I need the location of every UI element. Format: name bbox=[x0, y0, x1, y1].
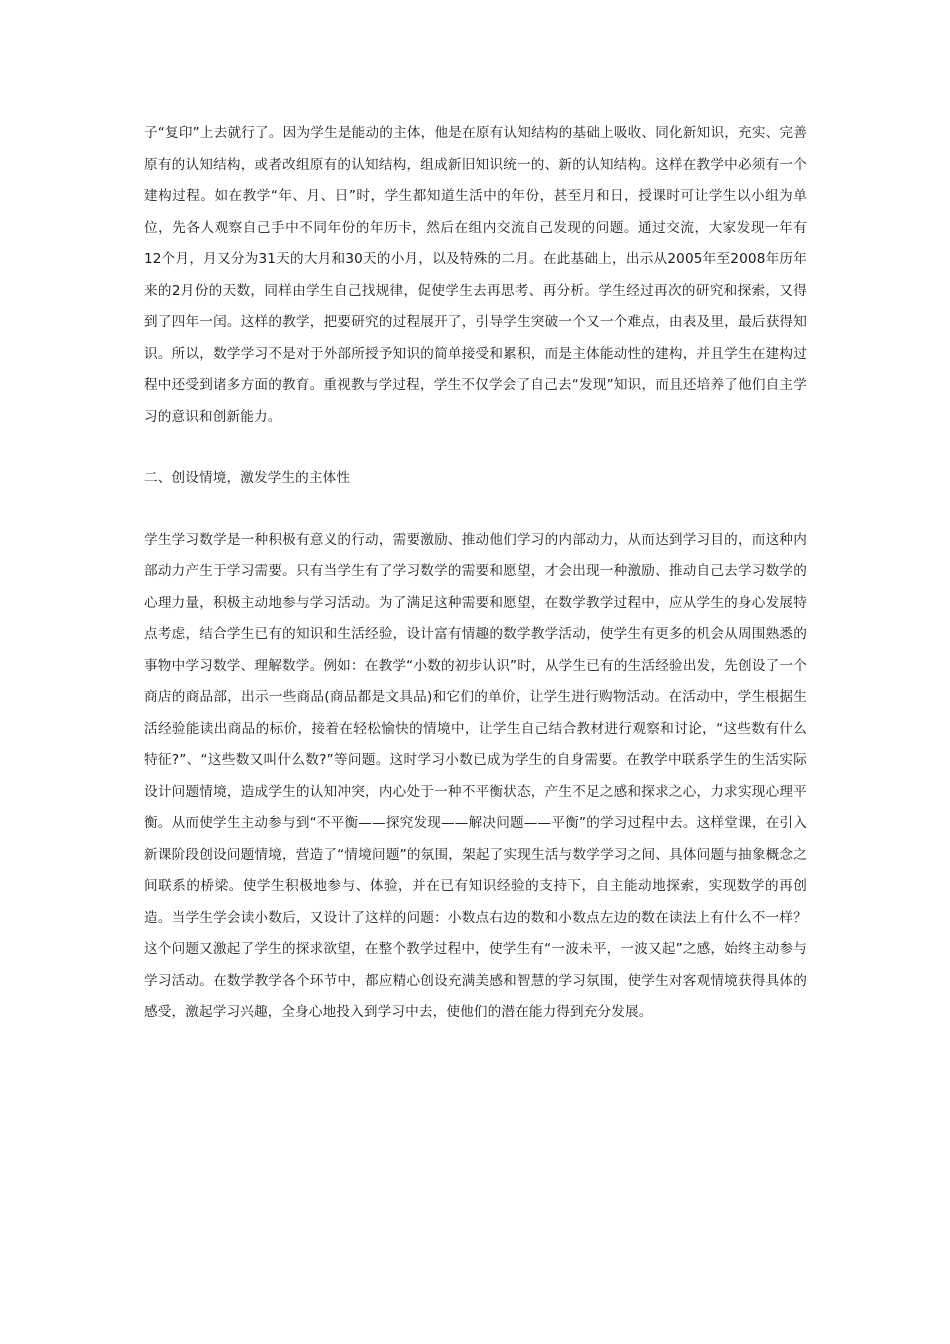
document-page bbox=[144, 118, 807, 1029]
paragraph-gap bbox=[144, 495, 807, 525]
section-heading: 二、创设情境，激发学生的主体性 bbox=[144, 470, 351, 486]
paragraph-gap bbox=[144, 433, 807, 463]
paragraph-construct-process: 子“复印”上去就行了。因为学生是能动的主体，他是在原有认知结构的基础上吸收、同化新知识，充实、完善原有的认知结构，或者改组原有的认知结构，组成新旧知识统一的、新的认知结构。这样在教学中必须有一个建构过程。如在教学“年、月、日”时，学生都知道生活中的年份，甚至月和日，授课时可让学生以小组为单位，先各人观察自己手中不同年份的年历卡，然后在组内交流自己发现的问题。通过交流，大家发现一年有12个月，月又分为31天的大月和30天的小月，以及特殊的二月。在此基础上，出示从2005年至2008年历年来的2月份的天数，同样由学生自己找规律，促使学生去再思考、再分析。学生经过再次的研究和探索，又得到了四年一闰。这样的教学，把要研究的过程展开了，引导学生突破一个又一个难点，由表及里，最后获得知识。所以，数学学习不是对于外部所授予知识的简单接受和累积，而是主体能动性的建构，并且学生在建构过程中还受到诸多方面的教育。重视教与学过程，学生不仅学会了自己去“发现”知识，而且还培养了他们自主学习的意识和创新能力。 bbox=[144, 125, 807, 425]
paragraph-create-situation: 学生学习数学是一种积极有意义的行动，需要激励、推动他们学习的内部动力，从而达到学习目的，而这种内部动力产生于学习需要。只有当学生有了学习数学的需要和愿望，才会出现一种激励、推动自己去学习数学的心理力量，积极主动地参与学习活动。为了满足这种需要和愿望，在数学教学过程中，应从学生的身心发展特点考虑，结合学生已有的知识和生活经验，设计富有情趣的数学教学活动，使学生有更多的机会从周围熟悉的事物中学习数学、理解数学。例如：在教学“小数的初步认识”时，从学生已有的生活经验出发，先创设了一个商店的商品部，出示一些商品(商品都是文具品)和它们的单价，让学生进行购物活动。在活动中，学生根据生活经验能读出商品的标价，接着在轻松愉快的情境中，让学生自己结合教材进行观察和讨论，“这些数有什么特征?”、“这些数又叫什么数?”等问题。这时学习小数已成为学生的自身需要。在教学中联系学生的生活实际设计问题情境，造成学生的认知冲突，内心处于一种不平衡状态，产生不足之感和探求之心，力求实现心理平衡。从而使学生主动参与到“不平衡——探究发现——解决问题——平衡”的学习过程中去。这样堂课，在引入新课阶段创设问题情境，营造了“情境问题”的氛围，架起了实现生活与数学学习之间、具体问题与抽象概念之间联系的桥梁。使学生积极地参与、体验，并在已有知识经验的支持下，自主能动地探索，实现数学的再创造。当学生学会读小数后，又设计了这样的问题：小数点右边的数和小数点左边的数在读法上有什么不一样？这个问题又激起了学生的探求欲望，在整个教学过程中，使学生有“一波未平，一波又起”之感，始终主动参与学习活动。在数学教学各个环节中，都应精心创设充满美感和智慧的学习氛围，使学生对客观情境获得具体的感受，激起学习兴趣，全身心地投入到学习中去，使他们的潜在能力得到充分发展。 bbox=[144, 531, 807, 1020]
